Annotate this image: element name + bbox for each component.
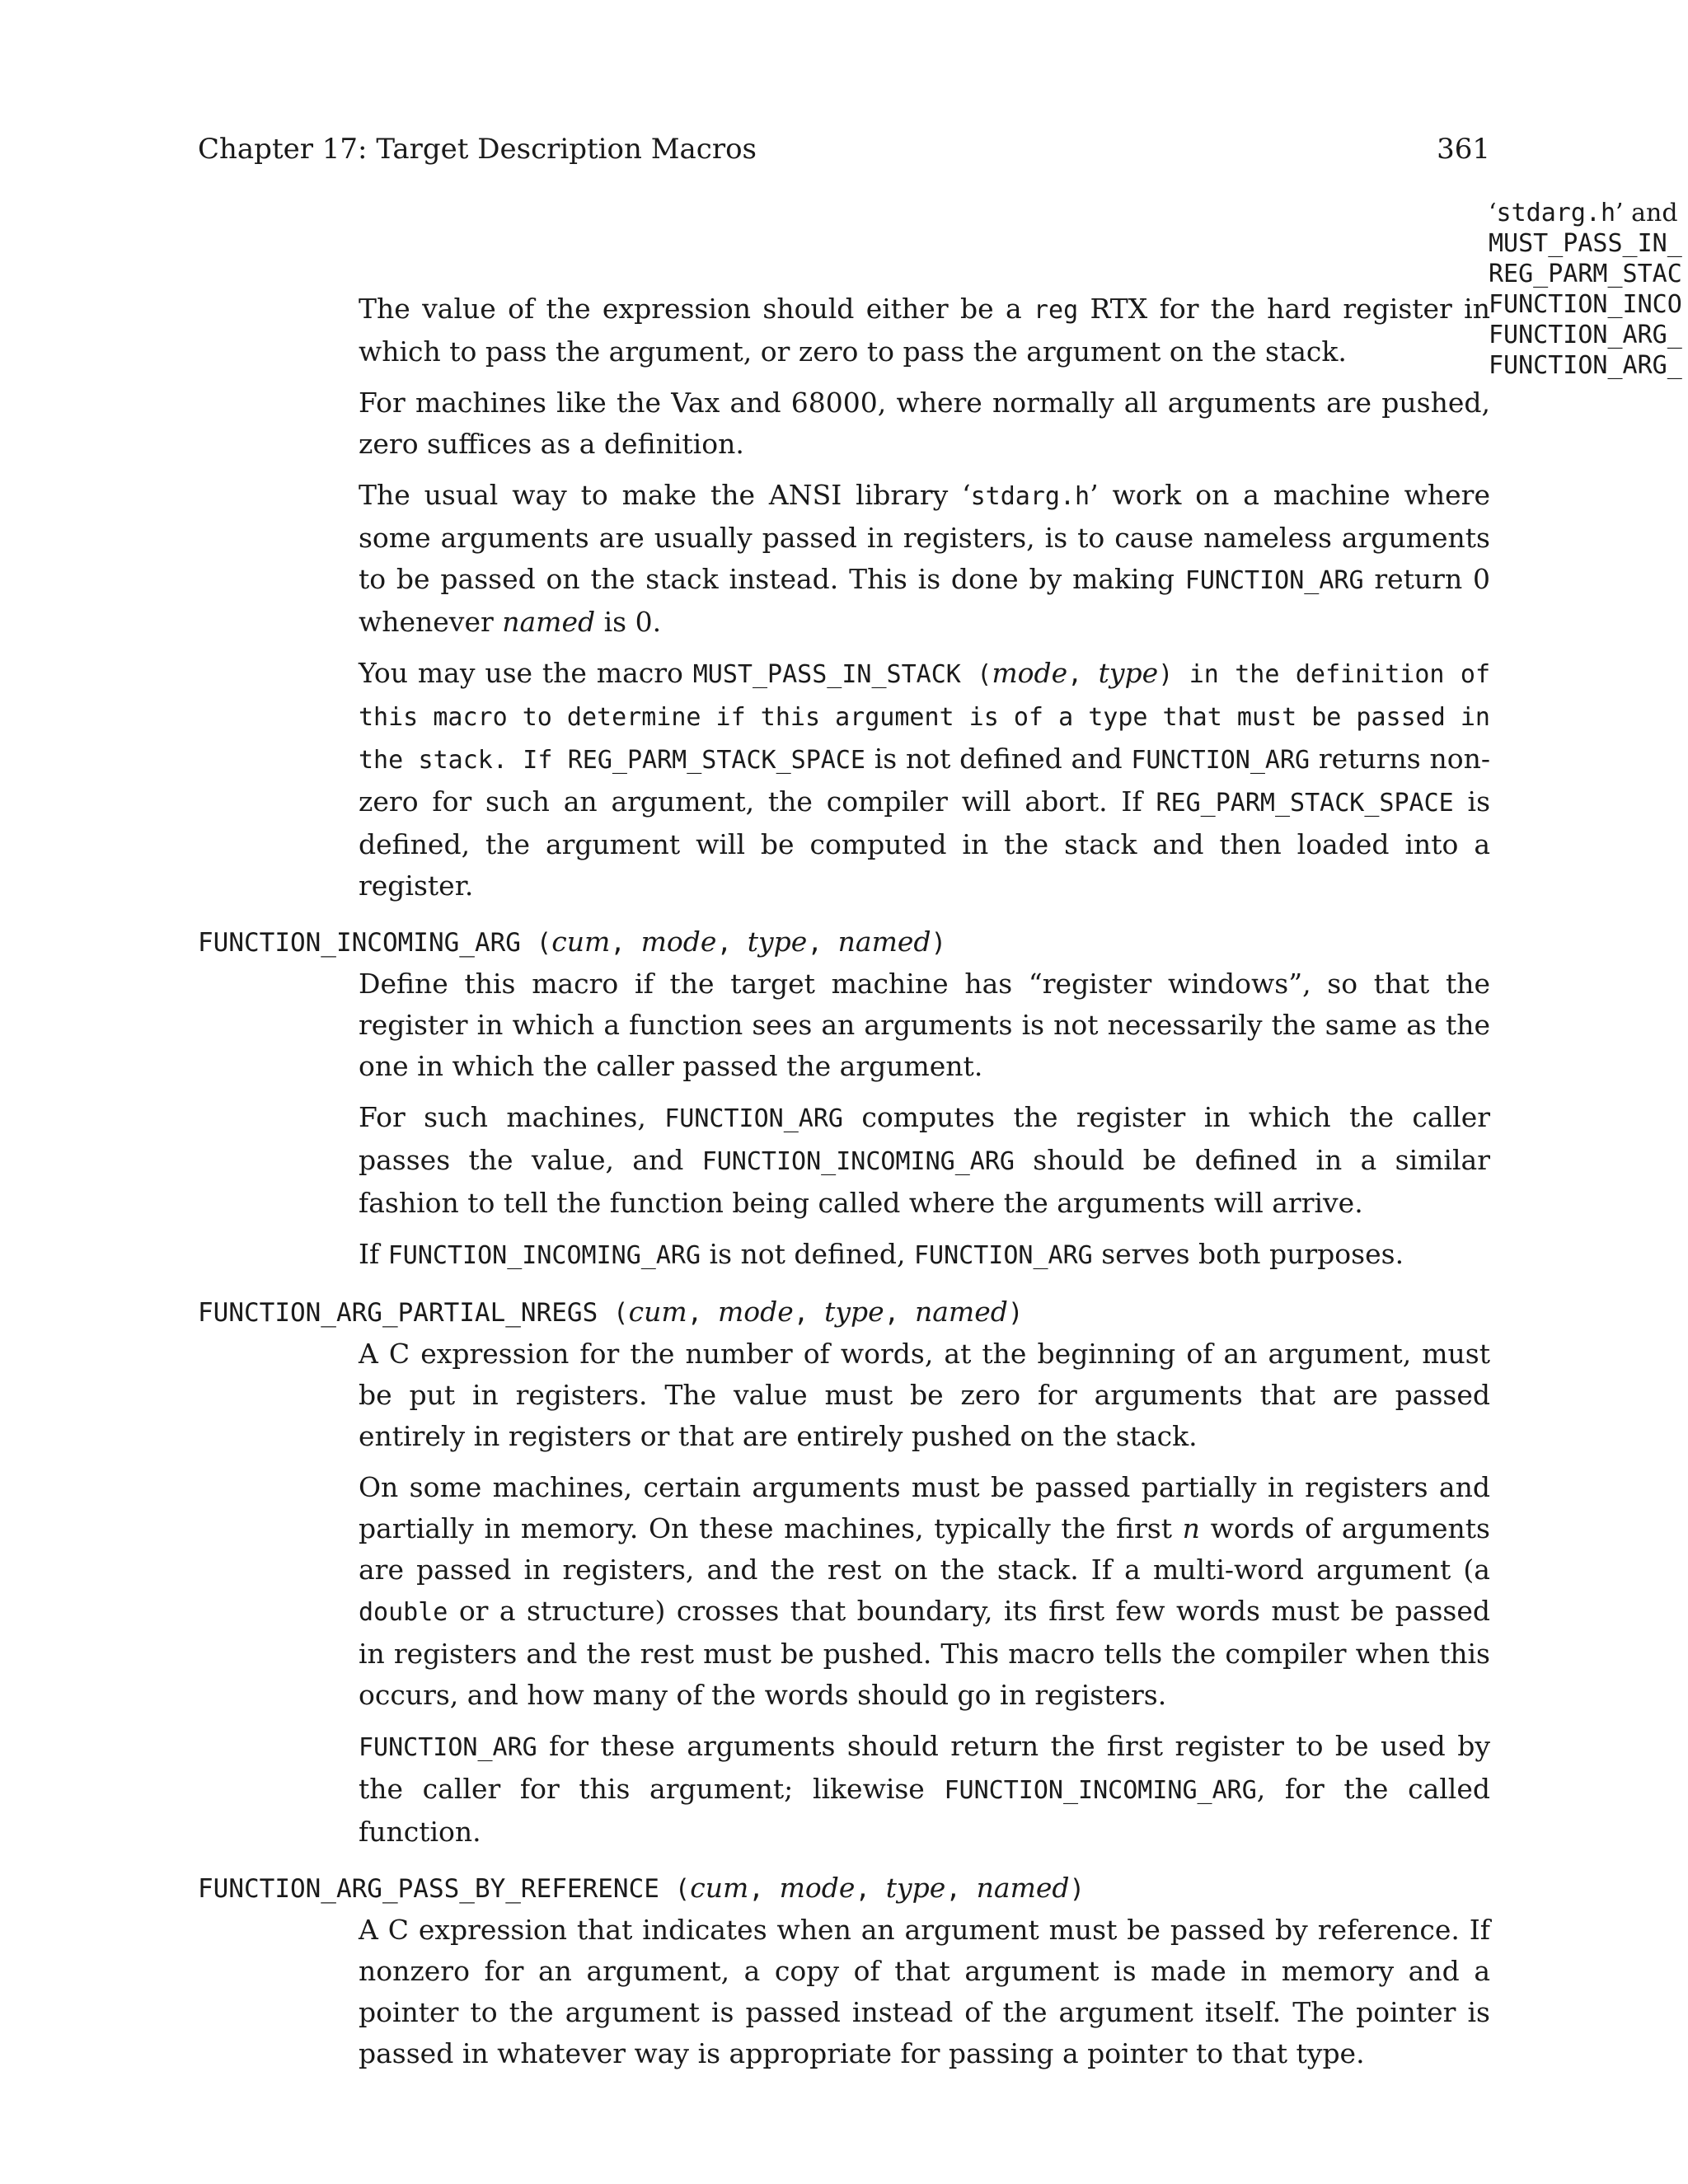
chapter-title: Chapter 17: Target Description Macros — [198, 133, 757, 166]
page-number: 361 — [1437, 133, 1490, 166]
margin-note-5: FUNCTION_ARG_ — [1489, 321, 1682, 349]
macro-definition-function-arg-pass-by-reference: FUNCTION_ARG_PASS_BY_REFERENCE (cum, mode, type, named) — [198, 1872, 1085, 1904]
function-arg-pass-by-reference-description — [359, 1910, 1490, 2074]
margin-note-2: MUST_PASS_IN_ — [1489, 229, 1682, 258]
paragraph: The value of the expression should either be a reg RTX for the hard register in which to pass the argument, or zero to pass the argument on the stack. — [359, 293, 1490, 368]
paragraph: The usual way to make the ANSI library ‘stdarg.h’ work on a machine where some arguments are usually passed in registers, is to cause nameless arguments to be passed on the stack instead. This is done by making FUNCTION_ARG return 0 whenever named is 0. — [359, 479, 1491, 638]
paragraph: FUNCTION_ARG for these arguments should return the first register to be used by the caller for this argument; likewise FUNCTION_INCOMING_ARG, for the called function. — [359, 1730, 1491, 1848]
paragraph: You may use the macro MUST_PASS_IN_STACK (mode, type) in the definition of this macro to determine if this argument is of a type that must be passed in the stack. If REG_PARM_STACK_SPACE is not defined and FUNCTION_ARG returns non-zero for such an argument, the compiler will abort. If REG_PARM_STACK_SPACE is defined, the argument will be computed in the stack and then loaded into a register. — [359, 657, 1491, 902]
margin-note-3: REG_PARM_STAC — [1489, 260, 1682, 288]
margin-note-6: FUNCTION_ARG_ — [1489, 351, 1682, 380]
macro-definition-function-incoming-arg: FUNCTION_INCOMING_ARG (cum, mode, type, named) — [198, 926, 947, 958]
margin-index-notes — [1489, 198, 1688, 381]
paragraph: A C expression that indicates when an argument must be passed by reference. If nonzero for an argument, a copy of that argument is made in memory and a pointer to the argument is passed instead of the argument itself. The pointer is passed in whatever way is appropriate for passing a pointer to that type. — [359, 1914, 1490, 2069]
function-arg-partial-nregs-description — [359, 1333, 1490, 1853]
function-arg-description — [359, 288, 1490, 907]
paragraph: On some machines, certain arguments must be passed partially in registers and partially in memory. On these machines, typically the first n words of arguments are passed in registers, and the rest on the stack. If a multi-word argument (a double or a structure) crosses that boundary, its first few words must be passed in registers and the rest must be pushed. This macro tells the compiler when this occurs, and how many of the words should go in registers. — [359, 1471, 1490, 1711]
paragraph: A C expression for the number of words, at the beginning of an argument, must be put in registers. The value must be zero for arguments that are passed entirely in registers or that are entirely pushed on the stack. — [359, 1338, 1490, 1452]
margin-note-4: FUNCTION_INCO — [1489, 290, 1682, 319]
macro-definition-function-arg-partial-nregs: FUNCTION_ARG_PARTIAL_NREGS (cum, mode, type, named) — [198, 1296, 1024, 1328]
paragraph: If FUNCTION_INCOMING_ARG is not defined, FUNCTION_ARG serves both purposes. — [359, 1238, 1404, 1270]
function-incoming-arg-description — [359, 963, 1490, 1277]
paragraph: For such machines, FUNCTION_ARG computes the register in which the caller passes the value, and FUNCTION_INCOMING_ARG should be defined in a similar fashion to tell the function being called where the arguments will arrive. — [359, 1101, 1490, 1219]
paragraph: Define this macro if the target machine has “register windows”, so that the register in which a function sees an arguments is not necessarily the same as the one in which the caller passed the argument. — [359, 968, 1490, 1082]
document-body — [198, 288, 1490, 2084]
paragraph: For machines like the Vax and 68000, where normally all arguments are pushed, zero suffices as a definition. — [359, 387, 1490, 460]
margin-note-1: ‘stdarg.h’ and — [1489, 199, 1678, 227]
